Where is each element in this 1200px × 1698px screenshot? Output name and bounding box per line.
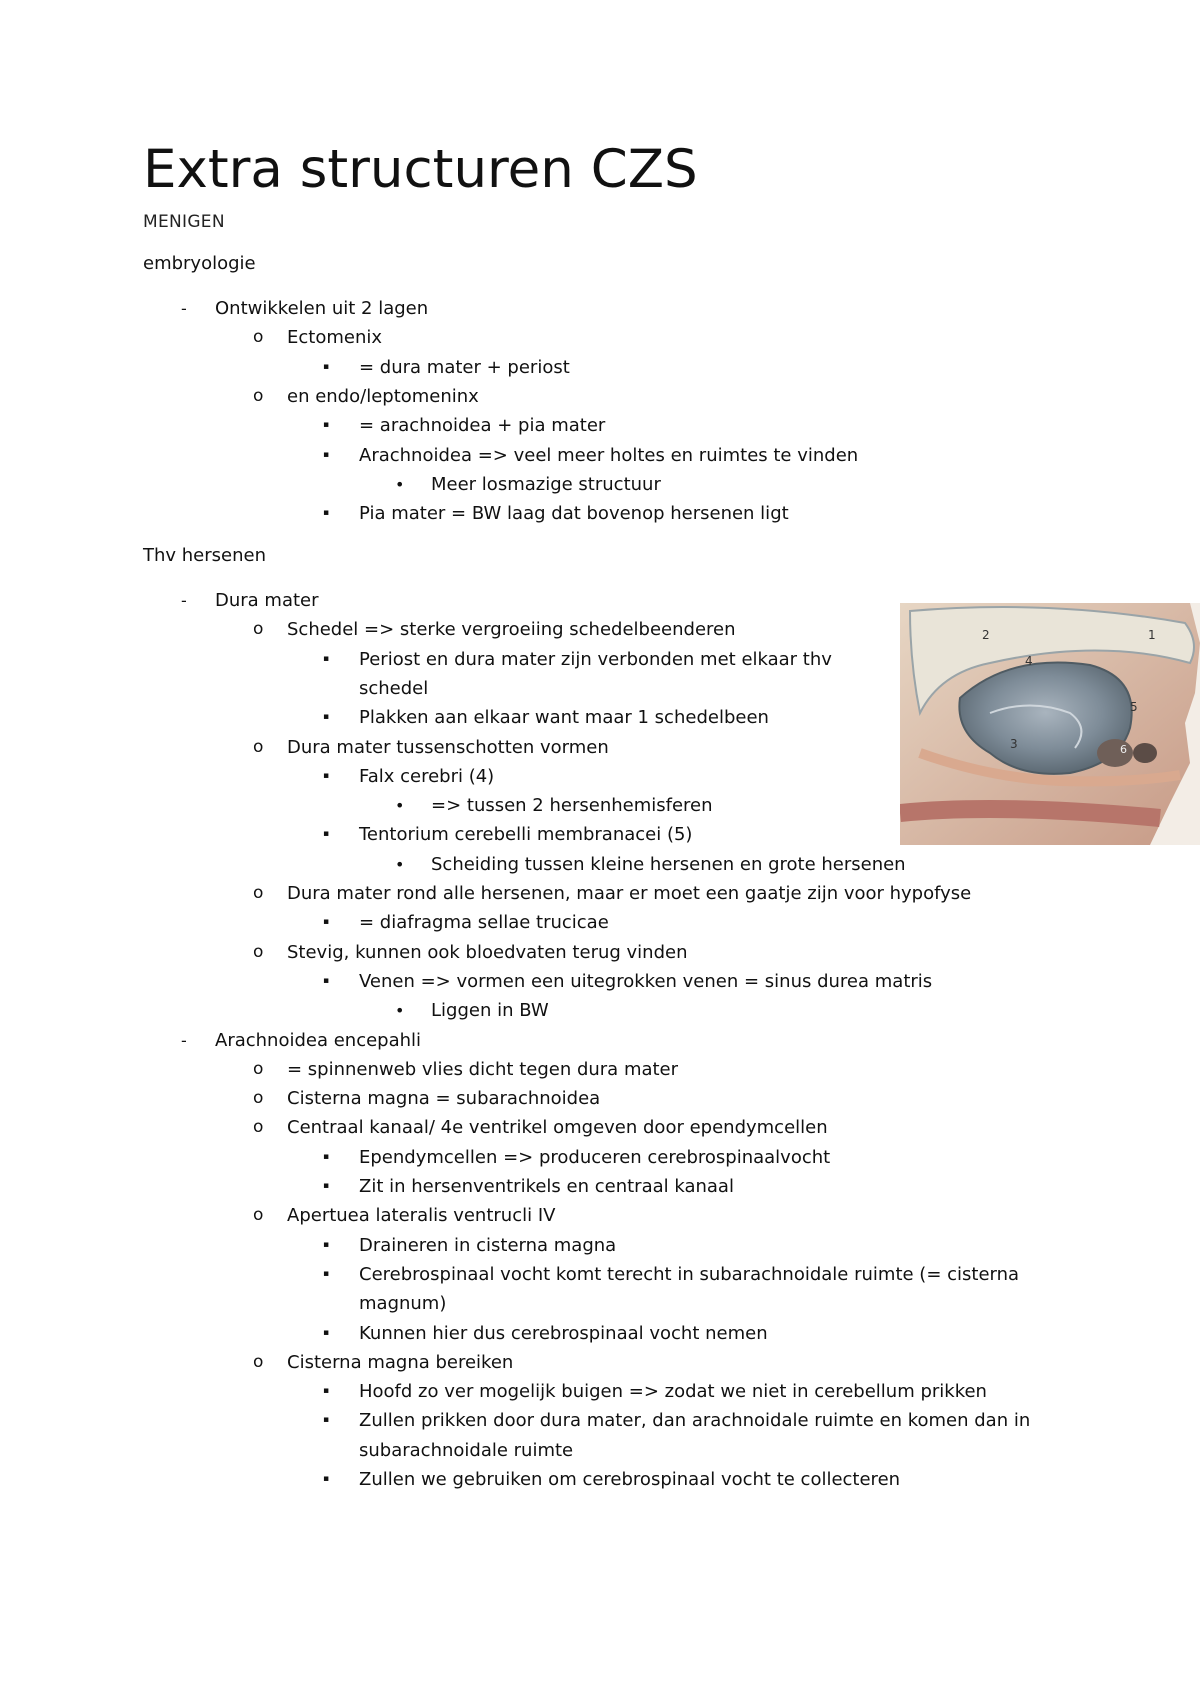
list-item-continuation: schedel bbox=[359, 677, 429, 699]
list-item-level-3: Ependymcellen => produceren cerebrospinaalvocht bbox=[359, 1146, 831, 1168]
list-item-level-2: en endo/leptomeninx bbox=[287, 385, 479, 407]
bullet-marker-level-3: ▪ bbox=[323, 1386, 330, 1397]
bullet-marker-level-3: ▪ bbox=[323, 712, 330, 723]
list-item-level-2: Centraal kanaal/ 4e ventrikel omgeven door ependymcellen bbox=[287, 1117, 828, 1139]
list-item-level-2: Dura mater rond alle hersenen, maar er moet een gaatje zijn voor hypofyse bbox=[287, 883, 972, 904]
brain-section-image bbox=[900, 603, 1200, 845]
list-item-level-4: Meer losmazige structuur bbox=[431, 473, 661, 495]
bullet-marker-level-3: ▪ bbox=[323, 1327, 330, 1338]
list-item-level-3: Zullen we gebruiken om cerebrospinaal vocht te collecteren bbox=[359, 1469, 901, 1490]
list-item-level-3: Pia mater = BW laag dat bovenop hersenen ligt bbox=[359, 503, 789, 525]
list-item-level-3: Cerebrospinaal vocht komt terecht in subarachnoidale ruimte (= cisterna bbox=[359, 1263, 1020, 1285]
bullet-marker-level-2: o bbox=[253, 1205, 264, 1226]
section-heading: embryologie bbox=[143, 253, 256, 274]
list-item-level-2: = spinnenweb vlies dicht tegen dura mater bbox=[287, 1058, 679, 1080]
list-item-level-1: Arachnoidea encepahli bbox=[215, 1029, 422, 1051]
bullet-marker-level-2: o bbox=[253, 385, 264, 406]
bullet-marker-level-2: o bbox=[253, 1088, 264, 1109]
photo-label-2: 2 bbox=[982, 628, 990, 642]
bullet-marker-level-3: ▪ bbox=[323, 917, 330, 928]
list-item-level-3: Kunnen hier dus cerebrospinaal vocht nemen bbox=[359, 1322, 768, 1344]
list-item-level-2: Dura mater tussenschotten vormen bbox=[287, 736, 609, 758]
list-item-level-3: Venen => vormen een uitegrokken venen = sinus durea matris bbox=[359, 970, 933, 992]
bullet-marker-level-2: o bbox=[253, 736, 264, 757]
list-item-level-1: Ontwikkelen uit 2 lagen bbox=[215, 298, 429, 319]
bullet-marker-level-3: ▪ bbox=[323, 653, 330, 664]
list-item-level-3: Arachnoidea => veel meer holtes en ruimtes te vinden bbox=[359, 444, 859, 466]
list-item-level-3: Plakken aan elkaar want maar 1 schedelbeen bbox=[359, 707, 769, 729]
bullet-marker-level-2: o bbox=[253, 327, 264, 348]
list-item-level-2: Stevig, kunnen ook bloedvaten terug vinden bbox=[287, 941, 688, 963]
bullet-marker-level-2: o bbox=[253, 1351, 264, 1372]
page-title: Extra structuren CZS bbox=[143, 139, 698, 200]
bullet-marker-level-2: o bbox=[253, 1117, 264, 1138]
bullet-marker-level-3: ▪ bbox=[323, 508, 330, 519]
bullet-marker-level-4: • bbox=[395, 1001, 405, 1021]
list-item-level-3: Draineren in cisterna magna bbox=[359, 1234, 617, 1256]
anatomical-photo bbox=[900, 603, 1200, 845]
list-item-level-4: => tussen 2 hersenhemisferen bbox=[431, 795, 713, 817]
bullet-marker-level-2: o bbox=[253, 1058, 264, 1079]
bullet-marker-level-4: • bbox=[395, 854, 405, 874]
list-item-level-3: = arachnoidea + pia mater bbox=[359, 415, 606, 437]
photo-label-3: 3 bbox=[1010, 737, 1018, 751]
bullet-marker-level-3: ▪ bbox=[323, 361, 330, 372]
list-item-level-3: Hoofd zo ver mogelijk buigen => zodat we niet in cerebellum prikken bbox=[359, 1381, 987, 1403]
list-item-level-2: Schedel => sterke vergroeiing schedelbeenderen bbox=[287, 619, 736, 641]
list-item-level-3: = dura mater + periost bbox=[359, 356, 570, 378]
bullet-marker-level-3: ▪ bbox=[323, 1181, 330, 1191]
list-item-level-3: Zullen prikken door dura mater, dan arachnoidale ruimte en komen dan in bbox=[359, 1410, 1031, 1432]
list-item-continuation: magnum) bbox=[359, 1293, 447, 1315]
bullet-marker-level-3: ▪ bbox=[323, 1151, 330, 1162]
list-item-level-2: Cisterna magna bereiken bbox=[287, 1351, 514, 1373]
photo-label-4: 4 bbox=[1025, 654, 1033, 668]
list-item-level-2: Apertuea lateralis ventrucli IV bbox=[287, 1205, 556, 1227]
bullet-marker-level-4: • bbox=[395, 474, 405, 494]
section-heading: Thv hersenen bbox=[143, 545, 267, 566]
bullet-marker-level-3: ▪ bbox=[323, 1268, 330, 1279]
page-subtitle: MENIGEN bbox=[143, 212, 225, 232]
bullet-marker-level-3: ▪ bbox=[323, 975, 330, 986]
list-item-level-3: = diafragma sellae trucicae bbox=[359, 912, 609, 934]
list-item-level-1: Dura mater bbox=[215, 590, 319, 611]
list-item-level-3: Periost en dura mater zijn verbonden met elkaar thv bbox=[359, 648, 832, 670]
bullet-marker-level-1: - bbox=[181, 591, 187, 610]
photo-label-5: 5 bbox=[1130, 700, 1138, 714]
list-item-level-3: Falx cerebri (4) bbox=[359, 765, 495, 787]
photo-label-6: 6 bbox=[1120, 743, 1127, 756]
bullet-marker-level-3: ▪ bbox=[323, 829, 330, 840]
bullet-marker-level-3: ▪ bbox=[323, 420, 330, 431]
bullet-marker-level-1: - bbox=[181, 1030, 187, 1050]
bullet-marker-level-2: o bbox=[253, 619, 264, 640]
photo-label-1: 1 bbox=[1148, 628, 1156, 642]
bullet-marker-level-1: - bbox=[181, 299, 187, 318]
list-item-level-2: Cisterna magna = subarachnoidea bbox=[287, 1088, 601, 1110]
bullet-marker-level-2: o bbox=[253, 883, 264, 903]
list-item-level-4: Scheiding tussen kleine hersenen en grote hersenen bbox=[431, 853, 906, 875]
list-item-level-3: Tentorium cerebelli membranacei (5) bbox=[359, 824, 693, 846]
list-item-level-4: Liggen in BW bbox=[431, 1000, 549, 1022]
bullet-marker-level-2: o bbox=[253, 941, 264, 962]
list-item-level-3: Zit in hersenventrikels en centraal kanaal bbox=[359, 1176, 734, 1197]
bullet-marker-level-4: • bbox=[395, 796, 405, 816]
bullet-marker-level-3: ▪ bbox=[323, 770, 330, 781]
list-item-level-2: Ectomenix bbox=[287, 327, 383, 349]
bullet-marker-level-3: ▪ bbox=[323, 1239, 330, 1250]
bullet-marker-level-3: ▪ bbox=[323, 449, 330, 460]
list-item-continuation: subarachnoidale ruimte bbox=[359, 1439, 574, 1461]
bullet-marker-level-3: ▪ bbox=[323, 1474, 330, 1484]
bullet-marker-level-3: ▪ bbox=[323, 1415, 330, 1426]
